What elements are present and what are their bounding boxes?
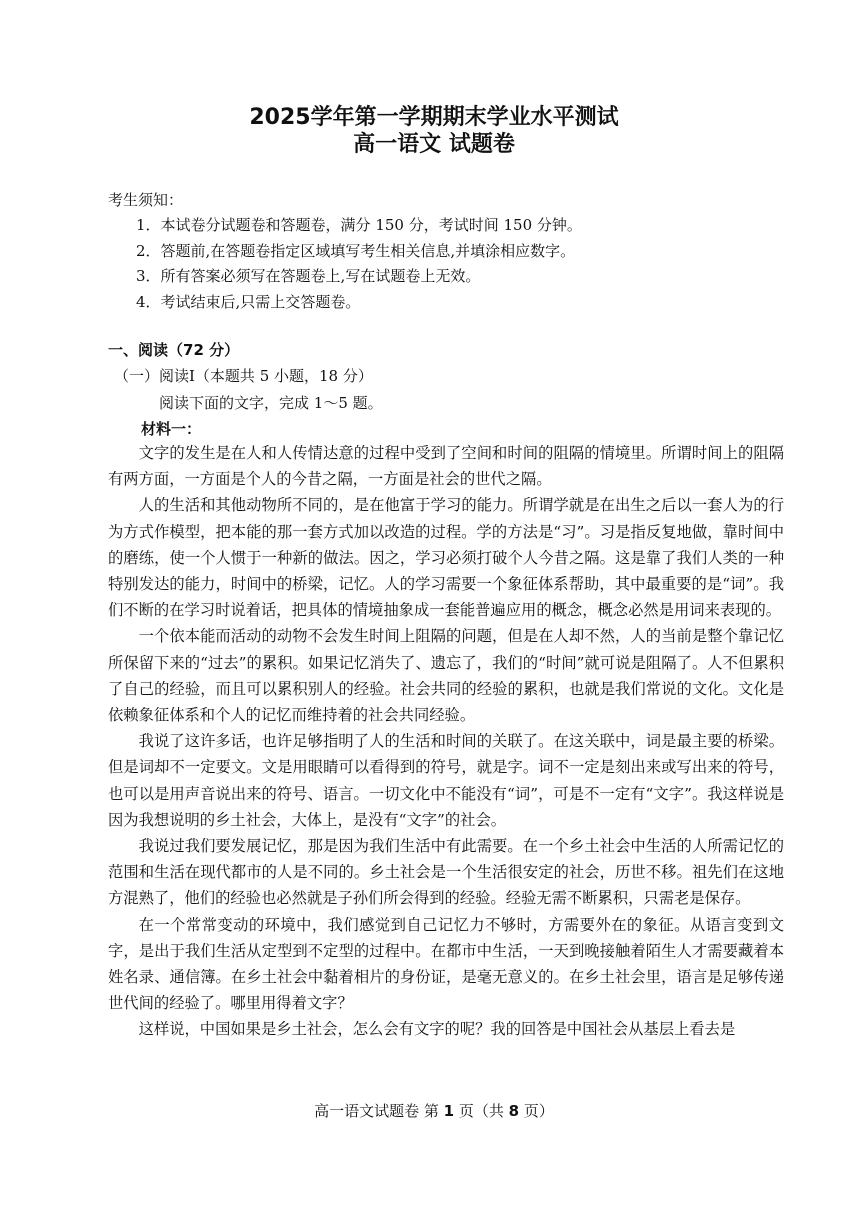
material-heading: 材料一： — [141, 420, 202, 438]
paragraph: 这样说，中国如果是乡土社会，怎么会有文字的呢？我的回答是中国社会从基层上看去是 — [138, 1020, 736, 1039]
notice-item: 4．考试结束后,只需上交答题卷。 — [136, 292, 361, 311]
footer-suffix: 页） — [519, 1102, 554, 1120]
page-footer — [0, 1101, 868, 1121]
subsection-heading: （一）阅读Ⅰ（本题共 5 小题，18 分） — [114, 367, 373, 385]
exam-title: 2025学年第一学期期末学业水平测试 — [249, 105, 619, 130]
exam-subtitle: 高一语文 试题卷 — [353, 132, 515, 157]
paragraph: 我说了这许多话，也许足够指明了人的生活和时间的关联了。在这关联中，词是最主要的桥梁。但是词却不一定要文。文是用眼睛可以看得到的符号，就是字。词不一定是刻出来或写出来的符号，也可以是用声音说出来的符号、语言。一切文化中不能没有“词”，可是不一定有“文字”。我这样说是因为我想说明的乡土社会，大体上，是没有“文字”的社会。 — [108, 732, 784, 829]
reading-passage — [108, 440, 784, 1043]
paragraph: 我说过我们要发展记忆，那是因为我们生活中有此需要。在一个乡土社会中生活的人所需记忆的范围和生活在现代都市的人是不同的。乡土社会是一个生活很安定的社会，历世不移。祖先们在这地方混熟了，他们的经验也必然就是子孙们所会得到的经验。经验无需不断累积，只需老是保存。 — [108, 837, 784, 908]
notice-list — [136, 213, 582, 315]
paragraph: 人的生活和其他动物所不同的，是在他富于学习的能力。所谓学就是在出生之后以一套人为的行为方式作模型，把本能的那一套方式加以改造的过程。学的方法是“习”。习是指反复地做，靠时间中的磨练，使一个人惯于一种新的做法。因之，学习必须打破个人今昔之隔。这是靠了我们人类的一种特别发达的能力，时间中的桥梁，记忆。人的学习需要一个象征体系帮助，其中最重要的是“词”。我们不断的在学习时说着话，把具体的情境抽象成一套能普遍应用的概念，概念必然是用词来表现的。 — [108, 496, 784, 620]
footer-middle: 页（共 — [454, 1102, 509, 1120]
notice-item: 1．本试卷分试题卷和答题卷，满分 150 分，考试时间 150 分钟。 — [136, 216, 582, 234]
footer-total-pages: 8 — [508, 1102, 520, 1120]
notice-item: 2．答题前,在答题卷指定区域填写考生相关信息,并填涂相应数字。 — [136, 241, 576, 260]
footer-prefix: 高一语文试题卷 第 — [314, 1102, 444, 1120]
paragraph: 在一个常常变动的环境中，我们感觉到自己记忆力不够时，方需要外在的象征。从语言变到文字，是出于我们生活从定型到不定型的过程中。在都市中生活，一天到晚接触着陌生人才需要藏着本姓名录、通信簿。在乡土社会中黏着相片的身份证，是毫无意义的。在乡土社会里，语言是足够传递世代间的经验了。哪里用得着文字？ — [108, 915, 784, 1013]
paragraph: 文字的发生是在人和人传情达意的过程中受到了空间和时间的阻隔的情境里。所谓时间上的阻隔有两方面，一方面是个人的今昔之隔，一方面是社会的世代之隔。 — [108, 444, 784, 489]
notice-heading: 考生须知： — [108, 191, 184, 209]
instruction-text: 阅读下面的文字，完成 1～5 题。 — [159, 394, 383, 412]
notice-item: 3．所有答案必须写在答题卷上,写在试题卷上无效。 — [136, 267, 481, 285]
footer-page-number: 1 — [443, 1102, 455, 1120]
section-heading: 一、阅读（72 分） — [108, 341, 240, 359]
paragraph: 一个依本能而活动的动物不会发生时间上阻隔的问题，但是在人却不然，人的当前是整个靠记忆所保留下来的“过去”的累积。如果记忆消失了、遗忘了，我们的“时间”就可说是阻隔了。人不但累积了自己的经验，而且可以累积别人的经验。社会共同的经验的累积，也就是我们常说的文化。文化是依赖象征体系和个人的记忆而维持着的社会共同经验。 — [108, 627, 784, 725]
